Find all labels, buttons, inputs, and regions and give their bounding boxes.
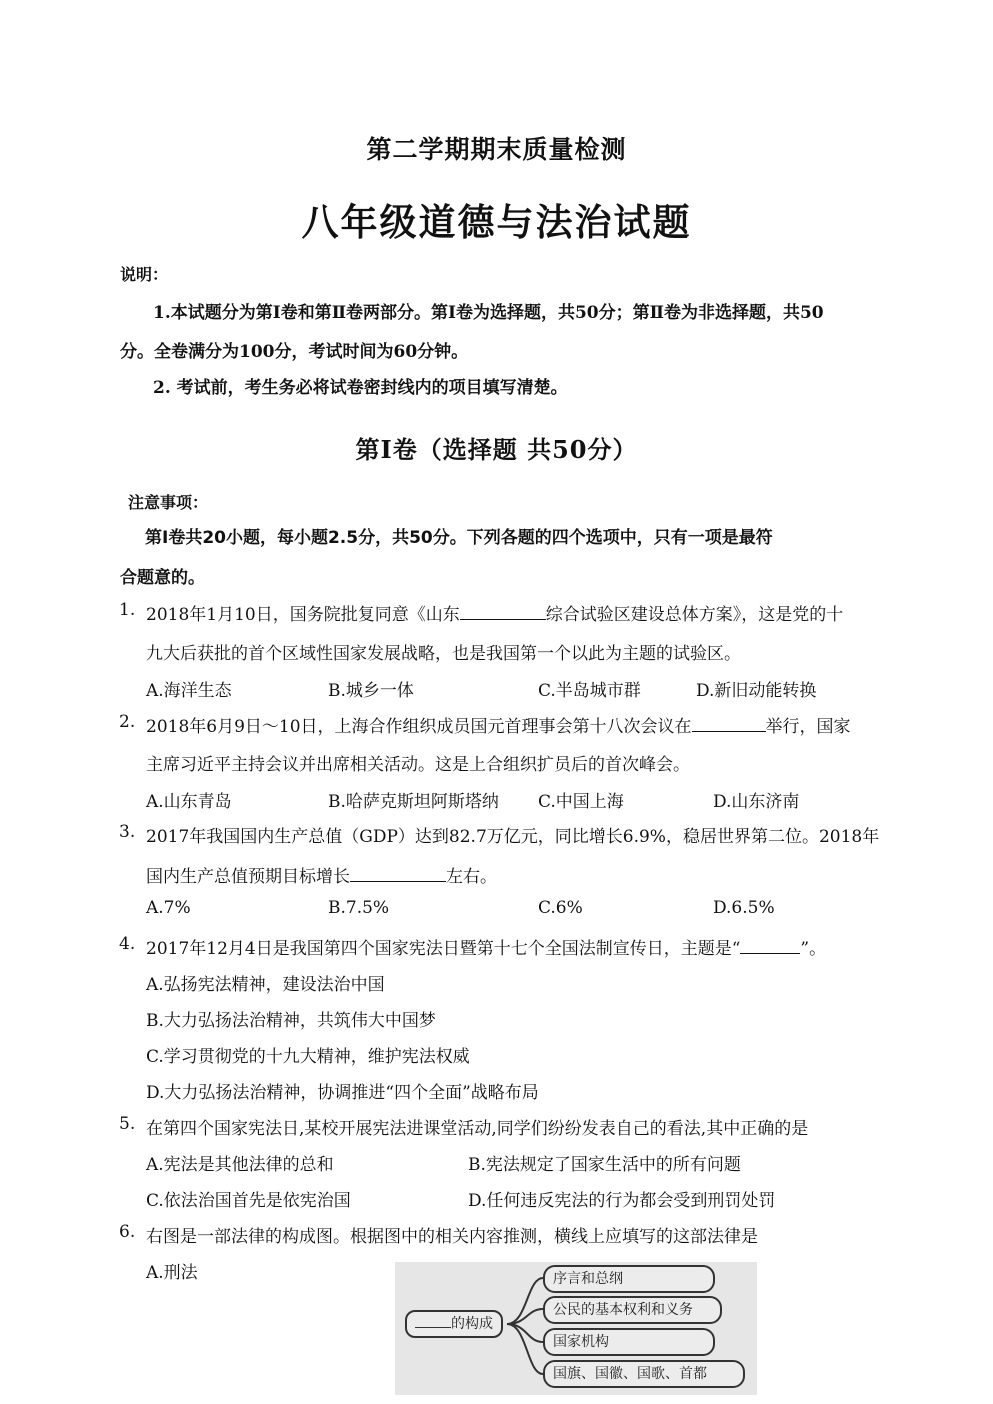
option-a: A.刑法 <box>146 1263 198 1283</box>
option-b: B.大力弘扬法治精神，共筑伟大中国梦 <box>146 1011 436 1031</box>
exam-subtitle: 第二学期期末质量检测 <box>366 135 627 164</box>
question-text: 左右。 <box>446 867 497 887</box>
notice-line-1: 第Ⅰ卷共20小题，每小题2.5分，共50分。下列各题的四个选项中，只有一项是最符 <box>145 528 773 548</box>
connector-line <box>507 1324 543 1342</box>
question-5-line-1: 在第四个国家宪法日,某校开展宪法进课堂活动,同学们纷纷发表自己的看法,其中正确的是 <box>146 1119 809 1139</box>
option-c: C.依法治国首先是依宪治国 <box>146 1191 351 1211</box>
question-1-line-2: 九大后获批的首个区域性国家发展战略，也是我国第一个以此为主题的试验区。 <box>146 644 741 664</box>
question-text: 国内生产总值预期目标增长 <box>146 867 350 887</box>
question-4-line-1 <box>146 934 826 959</box>
diagram-branch: 序言和总纲 <box>543 1265 715 1293</box>
answer-blank <box>460 601 546 620</box>
diagram-center-label: 的构成 <box>451 1316 493 1332</box>
instructions-label: 说明： <box>120 265 169 284</box>
diagram-branch: 国旗、国徽、国歌、首都 <box>543 1360 745 1388</box>
option-a: A.7% <box>146 898 191 918</box>
section-heading: 第Ⅰ卷（选择题 共50分） <box>355 435 638 464</box>
diagram-branch: 国家机构 <box>543 1328 715 1356</box>
question-text: 2018年1月10日，国务院批复同意《山东 <box>146 605 460 625</box>
option-d: D.山东济南 <box>713 792 800 812</box>
question-3-line-1: 2017年我国国内生产总值（GDP）达到82.7万亿元，同比增长6.9%，稳居世界第二位。2018年 <box>146 827 880 847</box>
law-structure-diagram <box>395 1262 757 1395</box>
option-a: A.海洋生态 <box>146 681 232 701</box>
option-d: D.大力弘扬法治精神，协调推进“四个全面”战略布局 <box>146 1083 539 1103</box>
option-b: B.宪法规定了国家生活中的所有问题 <box>468 1155 741 1175</box>
option-a: A.宪法是其他法律的总和 <box>146 1155 334 1175</box>
option-b: B.7.5% <box>328 898 390 918</box>
question-text: 综合试验区建设总体方案》，这是党的十 <box>545 605 844 625</box>
question-6-line-1: 右图是一部法律的构成图。根据图中的相关内容推测，横线上应填写的这部法律是 <box>146 1227 758 1247</box>
option-a: A.弘扬宪法精神，建设法治中国 <box>146 975 385 995</box>
question-3-line-2 <box>146 862 497 887</box>
question-text: 举行，国家 <box>765 717 851 737</box>
answer-blank <box>740 935 800 954</box>
option-d: D.任何违反宪法的行为都会受到刑罚处罚 <box>468 1191 776 1211</box>
instruction-item-1-line-2: 分。全卷满分为100分，考试时间为60分钟。 <box>120 342 469 362</box>
question-2-line-2: 主席习近平主持会议并出席相关活动。这是上合组织扩员后的首次峰会。 <box>146 755 690 775</box>
option-b: B.城乡一体 <box>328 681 414 701</box>
diagram-branch: 公民的基本权利和义务 <box>543 1296 722 1324</box>
notice-label: 注意事项： <box>128 493 209 512</box>
question-2-line-1 <box>146 712 851 737</box>
answer-blank <box>350 863 446 882</box>
question-number: 6. <box>119 1222 136 1242</box>
option-a: A.山东青岛 <box>146 792 232 812</box>
option-c: C.6% <box>538 898 583 918</box>
option-b: B.哈萨克斯坦阿斯塔纳 <box>328 792 499 812</box>
question-text: 2018年6月9日～10日，上海合作组织成员国元首理事会第十八次会议在 <box>146 717 692 737</box>
option-c: C.学习贯彻党的十九大精神，维护宪法权威 <box>146 1047 470 1067</box>
question-1-line-1 <box>146 600 843 625</box>
question-number: 2. <box>119 712 136 732</box>
option-c: C.中国上海 <box>538 792 624 812</box>
instruction-item-2: 2. 考试前，考生务必将试卷密封线内的项目填写清楚。 <box>153 378 568 398</box>
question-number: 1. <box>119 600 136 620</box>
question-text: ”。 <box>800 939 827 959</box>
instruction-item-1-line-1: 1.本试题分为第Ⅰ卷和第Ⅱ卷两部分。第Ⅰ卷为选择题，共50分；第Ⅱ卷为非选择题，共50 <box>153 303 824 323</box>
question-text: 2017年12月4日是我国第四个国家宪法日暨第十七个全国法制宣传日，主题是“ <box>146 939 741 959</box>
option-c: C.半岛城市群 <box>538 681 641 701</box>
exam-title: 八年级道德与法治试题 <box>301 200 692 244</box>
answer-blank <box>415 1313 451 1328</box>
question-number: 3. <box>119 822 136 842</box>
answer-blank <box>692 713 766 732</box>
option-d: D.6.5% <box>713 898 775 918</box>
notice-line-2: 合题意的。 <box>120 568 205 588</box>
option-d: D.新旧动能转换 <box>696 681 817 701</box>
question-number: 5. <box>119 1114 136 1134</box>
question-number: 4. <box>119 934 136 954</box>
diagram-center-node <box>405 1310 503 1338</box>
